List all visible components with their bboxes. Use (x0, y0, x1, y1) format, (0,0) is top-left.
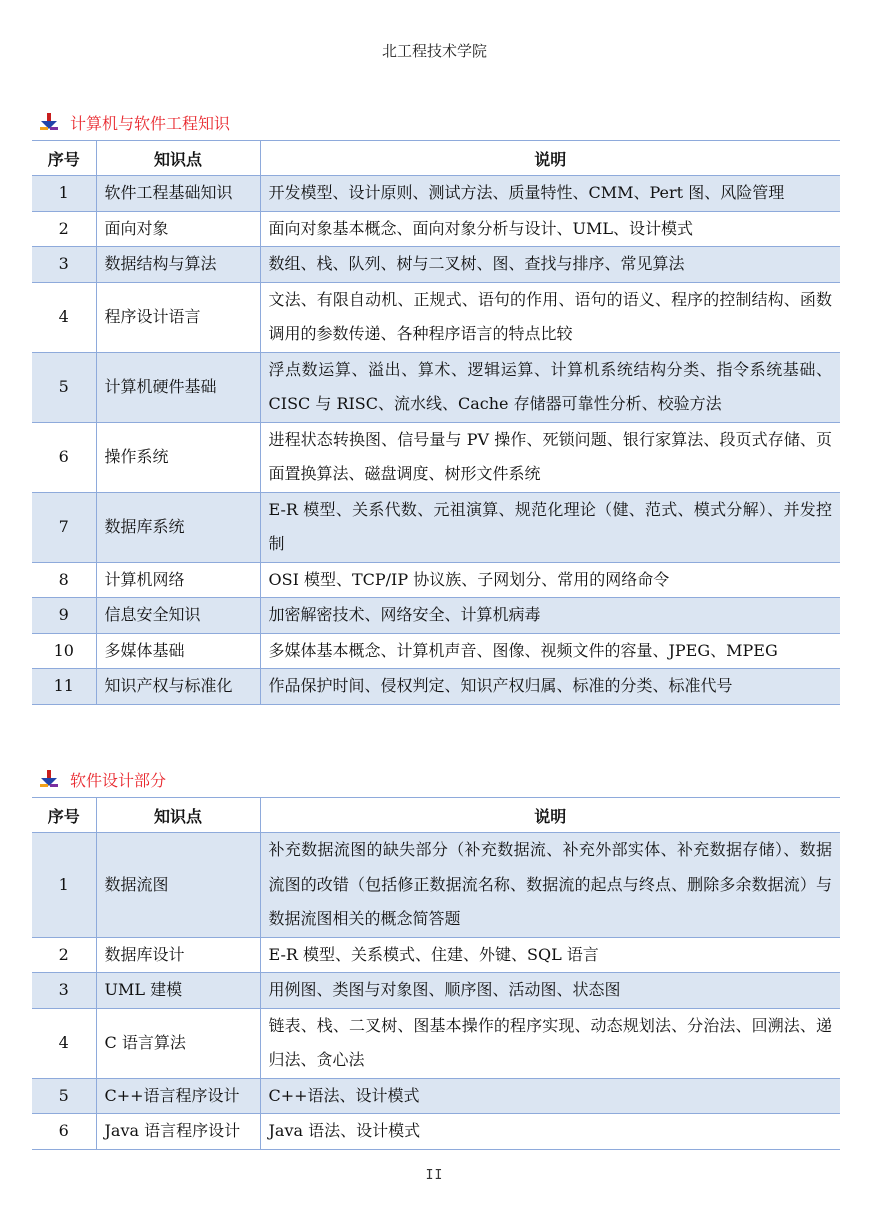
row-topic: 数据结构与算法 (96, 247, 260, 283)
table-row (32, 1114, 840, 1150)
row-topic: 操作系统 (96, 422, 260, 492)
row-number: 5 (32, 1078, 96, 1114)
table-row (32, 833, 840, 938)
header-topic: 知识点 (96, 141, 260, 176)
row-description: 多媒体基本概念、计算机声音、图像、视频文件的容量、JPEG、MPEG (260, 633, 840, 669)
page-number: II (425, 1168, 444, 1183)
row-topic: C 语言算法 (96, 1008, 260, 1078)
row-topic: 面向对象 (96, 211, 260, 247)
table-row (32, 937, 840, 973)
table-row (32, 598, 840, 634)
row-number: 11 (32, 669, 96, 705)
row-number: 4 (32, 282, 96, 352)
row-topic: C++语言程序设计 (96, 1078, 260, 1114)
row-number: 1 (32, 176, 96, 212)
row-topic: 多媒体基础 (96, 633, 260, 669)
header-desc: 说明 (260, 141, 840, 176)
table-row (32, 422, 840, 492)
table-row (32, 1078, 840, 1114)
header-desc: 说明 (260, 798, 840, 833)
row-description: 补充数据流图的缺失部分（补充数据流、补充外部实体、补充数据存储）、数据流图的改错（包括修正数据流名称、数据流的起点与终点、删除多余数据流）与数据流图相关的概念简答题 (260, 833, 840, 938)
row-topic: 知识产权与标准化 (96, 669, 260, 705)
table-header-row (32, 141, 840, 176)
row-number: 10 (32, 633, 96, 669)
row-number: 7 (32, 492, 96, 562)
row-topic: 计算机硬件基础 (96, 352, 260, 422)
table-row (32, 492, 840, 562)
row-description: 用例图、类图与对象图、顺序图、活动图、状态图 (260, 973, 840, 1009)
row-topic: 数据库系统 (96, 492, 260, 562)
table-row (32, 562, 840, 598)
row-number: 3 (32, 973, 96, 1009)
row-description: 文法、有限自动机、正规式、语句的作用、语句的语义、程序的控制结构、函数调用的参数传递、各种程序语言的特点比较 (260, 282, 840, 352)
table-row (32, 282, 840, 352)
section-title-software-design (38, 768, 166, 790)
row-description: OSI 模型、TCP/IP 协议族、子网划分、常用的网络命令 (260, 562, 840, 598)
row-number: 9 (32, 598, 96, 634)
row-number: 2 (32, 937, 96, 973)
row-topic: 数据流图 (96, 833, 260, 938)
bullet-icon (38, 769, 60, 789)
row-description: 作品保护时间、侵权判定、知识产权归属、标准的分类、标准代号 (260, 669, 840, 705)
row-description: 数组、栈、队列、树与二叉树、图、查找与排序、常见算法 (260, 247, 840, 283)
row-description: 开发模型、设计原则、测试方法、质量特性、CMM、Pert 图、风险管理 (260, 176, 840, 212)
header-no: 序号 (32, 798, 96, 833)
row-number: 4 (32, 1008, 96, 1078)
row-number: 6 (32, 1114, 96, 1150)
table-row (32, 352, 840, 422)
row-description: 进程状态转换图、信号量与 PV 操作、死锁问题、银行家算法、段页式存储、页面置换算法、磁盘调度、树形文件系统 (260, 422, 840, 492)
row-description: 链表、栈、二叉树、图基本操作的程序实现、动态规划法、分治法、回溯法、递归法、贪心法 (260, 1008, 840, 1078)
row-description: E-R 模型、关系模式、住建、外键、SQL 语言 (260, 937, 840, 973)
software-design-table (32, 797, 840, 1150)
table-row (32, 176, 840, 212)
row-description: 面向对象基本概念、面向对象分析与设计、UML、设计模式 (260, 211, 840, 247)
row-topic: 数据库设计 (96, 937, 260, 973)
row-description: 加密解密技术、网络安全、计算机病毒 (260, 598, 840, 634)
section-title-text: 计算机与软件工程知识 (70, 113, 231, 133)
bullet-icon (38, 112, 60, 132)
header-no: 序号 (32, 141, 96, 176)
table-row (32, 247, 840, 283)
row-topic: 计算机网络 (96, 562, 260, 598)
row-topic: Java 语言程序设计 (96, 1114, 260, 1150)
table-row (32, 633, 840, 669)
row-number: 6 (32, 422, 96, 492)
row-description: Java 语法、设计模式 (260, 1114, 840, 1150)
knowledge-table (32, 140, 840, 705)
row-number: 3 (32, 247, 96, 283)
table-row (32, 669, 840, 705)
section-title-knowledge (38, 111, 230, 133)
row-number: 1 (32, 833, 96, 938)
row-number: 8 (32, 562, 96, 598)
row-number: 5 (32, 352, 96, 422)
row-description: 浮点数运算、溢出、算术、逻辑运算、计算机系统结构分类、指令系统基础、CISC 与 RISC、流水线、Cache 存储器可靠性分析、校验方法 (260, 352, 840, 422)
row-description: E-R 模型、关系代数、元祖演算、规范化理论（健、范式、模式分解）、并发控制 (260, 492, 840, 562)
table-header-row (32, 798, 840, 833)
table-row (32, 1008, 840, 1078)
row-number: 2 (32, 211, 96, 247)
table-row (32, 973, 840, 1009)
table-row (32, 211, 840, 247)
row-topic: UML 建模 (96, 973, 260, 1009)
row-topic: 软件工程基础知识 (96, 176, 260, 212)
row-description: C++语法、设计模式 (260, 1078, 840, 1114)
row-topic: 程序设计语言 (96, 282, 260, 352)
page-header: 北工程技术学院 (381, 42, 487, 60)
section-title-text: 软件设计部分 (70, 770, 167, 790)
row-topic: 信息安全知识 (96, 598, 260, 634)
header-topic: 知识点 (96, 798, 260, 833)
